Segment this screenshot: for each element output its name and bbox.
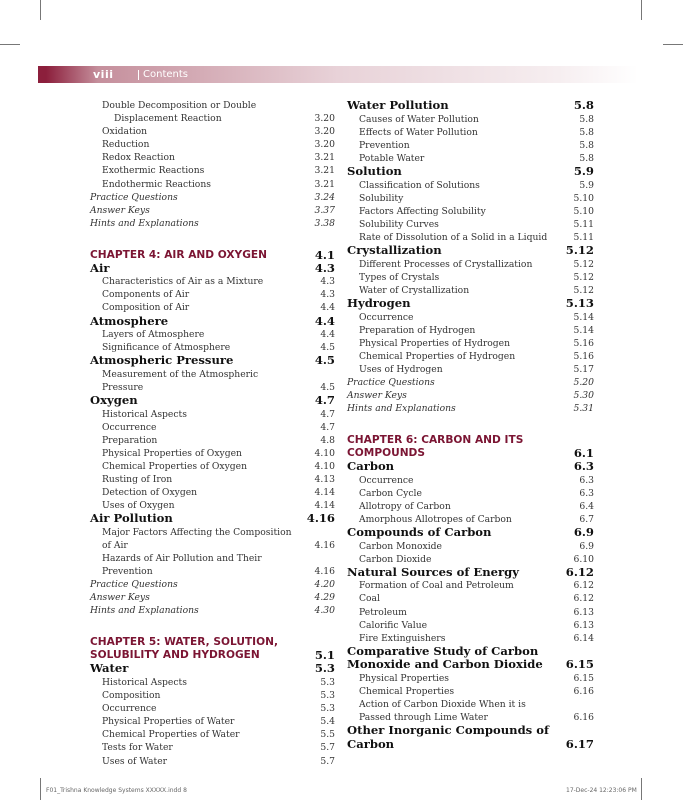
- toc-entry-page: 4.4: [314, 313, 335, 328]
- crop-mark: [0, 44, 20, 45]
- toc-entry-page: 5.5: [320, 729, 335, 741]
- toc-entry-page: 3.20: [314, 113, 335, 125]
- toc-entry-page: 4.3: [320, 289, 335, 301]
- toc-entry-page: 4.4: [320, 302, 335, 314]
- toc-subentry[interactable]: [347, 350, 594, 363]
- toc-entry-title: Petroleum: [359, 606, 407, 618]
- toc-gap: [347, 415, 594, 434]
- toc-entry-page: 5.8: [579, 139, 594, 151]
- toc-entry-page: 5.20: [573, 376, 594, 388]
- toc-entry-title: Rusting of Iron: [102, 474, 173, 486]
- toc-subentry[interactable]: [347, 553, 594, 566]
- toc-entry-page: 3.20: [314, 139, 335, 151]
- toc-entry-title: Answer Keys: [347, 389, 407, 401]
- toc-entry-title: Historical Aspects: [102, 677, 187, 688]
- toc-entry-title: Air: [90, 260, 110, 275]
- toc-entry-title: Classification of Solutions: [359, 179, 480, 191]
- toc-section-heading[interactable]: [347, 99, 594, 113]
- toc-extra-entry[interactable]: [90, 217, 335, 230]
- toc-subentry[interactable]: [347, 179, 594, 192]
- toc-chapter-heading[interactable]: [347, 434, 594, 460]
- toc-entry-title: Exothermic Reactions: [102, 165, 205, 177]
- toc-entry-page: 5.9: [573, 163, 594, 178]
- toc-entry-title: Physical Properties: [359, 672, 450, 684]
- toc-entry-title: Chemical Properties: [359, 686, 455, 698]
- crop-mark: [40, 778, 41, 800]
- toc-subentry[interactable]: [347, 337, 594, 350]
- toc-subentry[interactable]: [347, 685, 594, 698]
- toc-entry-page: 4.20: [314, 579, 335, 591]
- toc-subentry[interactable]: [90, 138, 335, 151]
- toc-entry-page: 5.9: [579, 179, 594, 191]
- toc-entry-title: Potable Water: [359, 152, 425, 164]
- toc-entry-title: CHAPTER 6: CARBON AND ITS COMPOUNDS: [347, 433, 524, 459]
- toc-entry-title: Hints and Explanations: [90, 217, 199, 229]
- toc-entry-page: 4.14: [314, 500, 335, 512]
- toc-entry-title: Occurrence: [102, 703, 157, 715]
- toc-entry-page: 4.1: [314, 247, 335, 262]
- toc-entry-page: 5.16: [573, 337, 594, 349]
- toc-subentry[interactable]: [90, 164, 335, 177]
- toc-subentry[interactable]: [90, 526, 335, 552]
- crop-mark: [40, 0, 41, 20]
- toc-entry-title: Solution: [347, 163, 402, 178]
- toc-entry-title: CHAPTER 5: WATER, SOLUTION, SOLUBILITY AND HYDROGEN: [90, 636, 278, 662]
- toc-entry-title: Causes of Water Pollution: [359, 113, 479, 125]
- toc-entry-page: 3.21: [314, 152, 335, 164]
- toc-entry-title: Measurement of the Atmospheric Pressure: [102, 368, 259, 393]
- toc-entry-title: Uses of Water: [102, 755, 168, 767]
- toc-entry-title: Significance of Atmosphere: [102, 342, 231, 354]
- toc-entry-page: 6.9: [573, 524, 594, 539]
- toc-subentry[interactable]: [90, 755, 335, 768]
- toc-entry-title: Uses of Hydrogen: [359, 363, 443, 375]
- toc-entry-title: Physical Properties of Hydrogen: [359, 337, 511, 349]
- toc-entry-page: 4.5: [320, 342, 335, 354]
- toc-subentry[interactable]: [347, 113, 594, 126]
- toc-subentry[interactable]: [347, 513, 594, 526]
- toc-subentry[interactable]: [90, 473, 335, 486]
- toc-subentry[interactable]: [90, 408, 335, 421]
- toc-subentry[interactable]: [90, 125, 335, 138]
- toc-subentry[interactable]: [347, 632, 594, 645]
- toc-subentry[interactable]: [347, 218, 594, 231]
- toc-entry-page: 5.12: [573, 271, 594, 283]
- toc-entry-title: Components of Air: [102, 289, 190, 301]
- toc-subentry[interactable]: [90, 178, 335, 191]
- toc-entry-page: 4.7: [314, 393, 335, 408]
- toc-entry-page: 6.16: [573, 712, 594, 724]
- toc-subentry[interactable]: [347, 126, 594, 139]
- toc-entry-title: Other Inorganic Compounds of Carbon: [347, 723, 549, 751]
- toc-subentry[interactable]: [347, 474, 594, 487]
- toc-entry-page: 6.17: [565, 736, 594, 751]
- toc-entry-page: 4.8: [320, 434, 335, 446]
- toc-entry-page: 6.10: [573, 553, 594, 565]
- toc-entry-page: 6.13: [573, 606, 594, 618]
- toc-entry-page: 5.31: [573, 402, 594, 414]
- toc-entry-page: 3.21: [314, 165, 335, 177]
- toc-entry-page: 4.7: [320, 408, 335, 420]
- toc-subentry[interactable]: [90, 288, 335, 301]
- toc-entry-title: Oxidation: [102, 126, 148, 138]
- toc-entry-page: 4.29: [314, 592, 335, 604]
- toc-entry-title: Rate of Dissolution of a Solid in a Liquid: [359, 231, 548, 243]
- toc-entry-title: Physical Properties of Oxygen: [102, 447, 242, 459]
- toc-entry-page: 5.10: [573, 205, 594, 217]
- toc-entry-title: Air Pollution: [90, 511, 173, 526]
- header-separator: [138, 70, 139, 80]
- toc-subentry[interactable]: [90, 741, 335, 754]
- toc-entry-title: Water: [90, 661, 129, 676]
- toc-subentry[interactable]: [90, 447, 335, 460]
- toc-entry-title: Crystallization: [347, 243, 442, 258]
- toc-entry-page: 5.17: [573, 363, 594, 375]
- toc-subentry[interactable]: [90, 702, 335, 715]
- toc-entry-title: Reduction: [102, 139, 150, 151]
- toc-section-heading[interactable]: [90, 394, 335, 408]
- toc-entry-page: 6.12: [573, 593, 594, 605]
- toc-subentry[interactable]: [347, 672, 594, 685]
- toc-entry-title: Calorific Value: [359, 619, 428, 631]
- toc-entry-title: Uses of Oxygen: [102, 500, 175, 512]
- toc-entry-title: Preparation of Hydrogen: [359, 324, 476, 336]
- toc-subentry[interactable]: [347, 311, 594, 324]
- toc-entry-page: 4.10: [314, 447, 335, 459]
- toc-subentry[interactable]: [347, 579, 594, 592]
- toc-entry-title: Double Decomposition or Double: [102, 100, 257, 111]
- toc-entry-page: 4.14: [314, 487, 335, 499]
- toc-entry-title: Tests for Water: [102, 742, 173, 754]
- toc-entry-title: Formation of Coal and Petroleum: [359, 580, 514, 592]
- toc-entry-page: 5.7: [320, 755, 335, 767]
- toc-subentry[interactable]: [90, 301, 335, 314]
- toc-entry-page: 5.30: [573, 389, 594, 401]
- toc-extra-entry[interactable]: [90, 604, 335, 617]
- toc-entry-page: 5.12: [573, 258, 594, 270]
- toc-section-heading[interactable]: [347, 526, 594, 540]
- toc-entry-title: Carbon Monoxide: [359, 540, 442, 552]
- toc-entry-title: Preparation: [102, 434, 158, 446]
- toc-entry-page: 6.1: [573, 445, 594, 460]
- toc-entry-title: Chemical Properties of Hydrogen: [359, 350, 516, 362]
- footer-date-info: 17-Dec-24 12:23:06 PM: [566, 787, 637, 794]
- toc-entry-page: 5.8: [573, 98, 594, 112]
- toc-entry-title: Characteristics of Air as a Mixture: [102, 276, 264, 288]
- toc-entry-title: Water Pollution: [347, 98, 449, 112]
- toc-entry-title: Detection of Oxygen: [102, 487, 198, 499]
- toc-entry-title: Different Processes of Crystallization: [359, 258, 533, 270]
- toc-extra-entry[interactable]: [90, 191, 335, 204]
- toc-subentry[interactable]: [90, 715, 335, 728]
- toc-entry-page: 5.11: [573, 218, 594, 230]
- toc-subentry[interactable]: [347, 487, 594, 500]
- toc-entry-page: 6.15: [573, 672, 594, 684]
- toc-entry-page: 6.4: [579, 500, 594, 512]
- toc-entry-page: 5.1: [314, 648, 335, 663]
- toc-entry-page: 5.3: [320, 703, 335, 715]
- toc-entry-page: 5.8: [579, 152, 594, 164]
- toc-entry-page: 6.15: [565, 657, 594, 672]
- toc-entry-title: Answer Keys: [90, 592, 150, 604]
- toc-entry-title: Answer Keys: [90, 204, 150, 216]
- toc-section-heading[interactable]: [347, 297, 594, 311]
- toc-entry-page: 5.4: [320, 716, 335, 728]
- toc-subentry[interactable]: [347, 540, 594, 553]
- header-band: [38, 66, 638, 83]
- toc-entry-page: 6.16: [573, 686, 594, 698]
- toc-subentry[interactable]: [90, 434, 335, 447]
- toc-entry-page: 5.8: [579, 113, 594, 125]
- toc-entry-title: Redox Reaction: [102, 152, 175, 164]
- toc-subentry[interactable]: [90, 99, 335, 112]
- page-number: viii: [93, 68, 114, 81]
- toc-entry-page: 5.3: [314, 661, 335, 676]
- toc-entry-title: Allotropy of Carbon: [359, 500, 451, 512]
- crop-mark: [641, 778, 642, 800]
- toc-section-heading[interactable]: [347, 724, 594, 751]
- toc-entry-page: 3.24: [314, 191, 335, 203]
- toc-subentry[interactable]: [347, 192, 594, 205]
- toc-extra-entry[interactable]: [347, 402, 594, 415]
- toc-entry-page: 3.21: [314, 178, 335, 190]
- toc-entry-page: 6.14: [573, 632, 594, 644]
- toc-entry-title: Practice Questions: [90, 191, 178, 203]
- toc-subentry[interactable]: [347, 271, 594, 284]
- toc-entry-title: Effects of Water Pollution: [359, 126, 478, 138]
- toc-gap: [90, 617, 335, 636]
- footer-file-info: F01_Trishna Knowledge Systems XXXXX.indd 8: [46, 787, 187, 794]
- toc-entry-title: Layers of Atmosphere: [102, 329, 205, 341]
- toc-section-heading[interactable]: [347, 244, 594, 258]
- toc-subentry[interactable]: [90, 151, 335, 164]
- toc-entry-page: 4.5: [320, 382, 335, 393]
- toc-entry-title: Hints and Explanations: [90, 605, 199, 617]
- toc-subentry[interactable]: [90, 368, 335, 394]
- toc-entry-title: Practice Questions: [347, 376, 435, 388]
- toc-subentry[interactable]: [90, 689, 335, 702]
- toc-entry-page: 3.38: [314, 217, 335, 229]
- toc-extra-entry[interactable]: [347, 389, 594, 402]
- toc-entry-title: Atmospheric Pressure: [90, 353, 234, 368]
- toc-section-heading[interactable]: [90, 512, 335, 526]
- toc-entry-title: Carbon Cycle: [359, 487, 422, 499]
- toc-subentry[interactable]: [90, 486, 335, 499]
- toc-entry-page: 6.3: [579, 474, 594, 486]
- toc-subentry[interactable]: [347, 500, 594, 513]
- toc-entry-title: Physical Properties of Water: [102, 716, 235, 728]
- toc-entry-title: Composition: [102, 690, 161, 702]
- toc-entry-title: Displacement Reaction: [114, 113, 222, 125]
- toc-extra-entry[interactable]: [347, 376, 594, 389]
- toc-entry-page: 5.7: [320, 742, 335, 754]
- toc-entry-page: 5.8: [579, 126, 594, 138]
- toc-entry-title: Major Factors Affecting the Composition of Air: [102, 527, 292, 552]
- toc-subentry[interactable]: [347, 205, 594, 218]
- toc-entry-page: 5.3: [320, 690, 335, 702]
- toc-entry-page: 3.37: [314, 204, 335, 216]
- toc-chapter-heading[interactable]: [90, 636, 335, 662]
- toc-entry-page: 6.9: [579, 540, 594, 552]
- toc-entry-title: Comparative Study of Carbon Monoxide and Carbon Dioxide: [347, 643, 543, 672]
- toc-subentry[interactable]: [90, 460, 335, 473]
- toc-entry-title: Carbon Dioxide: [359, 553, 432, 565]
- toc-entry-page: 4.13: [314, 474, 335, 486]
- toc-entry-title: Occurrence: [359, 311, 414, 323]
- toc-entry-page: 5.14: [573, 324, 594, 336]
- toc-subentry[interactable]: [347, 619, 594, 632]
- toc-subentry[interactable]: [90, 275, 335, 288]
- toc-entry-title: Endothermic Reactions: [102, 178, 211, 190]
- toc-extra-entry[interactable]: [90, 204, 335, 217]
- toc-extra-entry[interactable]: [90, 578, 335, 591]
- toc-section-heading[interactable]: [90, 662, 335, 676]
- toc-subentry[interactable]: [347, 324, 594, 337]
- toc-entry-page: 6.12: [565, 564, 594, 579]
- toc-entry-title: Factors Affecting Solubility: [359, 205, 486, 217]
- toc-entry-title: Action of Carbon Dioxide When it is Passed through Lime Water: [359, 699, 526, 724]
- toc-entry-page: 5.13: [565, 295, 594, 310]
- toc-section-heading[interactable]: [347, 165, 594, 179]
- toc-entry-title: Occurrence: [359, 474, 414, 486]
- toc-entry-title: Chemical Properties of Oxygen: [102, 461, 248, 473]
- toc-entry-page: 5.3: [320, 677, 335, 688]
- toc-subentry[interactable]: [347, 363, 594, 376]
- toc-entry-page: 3.20: [314, 126, 335, 138]
- toc-entry-title: Chemical Properties of Water: [102, 729, 240, 741]
- toc-entry-page: 4.16: [306, 511, 335, 526]
- toc-entry-title: Oxygen: [90, 393, 138, 408]
- toc-entry-page: 6.3: [579, 487, 594, 499]
- toc-subentry[interactable]: [347, 606, 594, 619]
- toc-entry-title: Compounds of Carbon: [347, 524, 492, 539]
- toc-section-heading[interactable]: [347, 566, 594, 580]
- toc-subentry[interactable]: [347, 592, 594, 605]
- toc-subentry[interactable]: [347, 152, 594, 165]
- toc-subentry[interactable]: [347, 258, 594, 271]
- toc-entry-page: 4.7: [320, 421, 335, 433]
- toc-entry-title: Amorphous Allotropes of Carbon: [359, 513, 512, 525]
- toc-entry-title: Coal: [359, 593, 380, 605]
- toc-entry-page: 6.3: [573, 458, 594, 473]
- toc-subentry[interactable]: [90, 552, 335, 578]
- toc-right-column: [347, 99, 594, 752]
- toc-entry-title: Hints and Explanations: [347, 402, 456, 414]
- toc-entry-page: 6.7: [579, 513, 594, 525]
- toc-section-heading[interactable]: [347, 460, 594, 474]
- toc-entry-page: 4.3: [314, 260, 335, 275]
- toc-entry-page: 5.10: [573, 192, 594, 204]
- toc-subentry[interactable]: [347, 284, 594, 297]
- toc-section-heading[interactable]: [90, 315, 335, 329]
- toc-entry-page: 6.13: [573, 619, 594, 631]
- toc-entry-title: Composition of Air: [102, 302, 190, 314]
- toc-gap: [90, 230, 335, 249]
- toc-entry-title: Fire Extinguishers: [359, 632, 446, 644]
- toc-entry-title: CHAPTER 4: AIR AND OXYGEN: [90, 248, 268, 261]
- toc-entry-title: Hazards of Air Pollution and Their Prevention: [102, 553, 262, 578]
- toc-section-heading[interactable]: [90, 354, 335, 368]
- toc-extra-entry[interactable]: [90, 591, 335, 604]
- toc-entry-page: 4.16: [314, 566, 335, 578]
- crop-mark: [663, 44, 683, 45]
- toc-subentry[interactable]: [90, 421, 335, 434]
- toc-entry-title: Atmosphere: [90, 313, 169, 328]
- toc-subentry-continued[interactable]: [90, 112, 335, 125]
- toc-left-column: [90, 99, 335, 768]
- toc-entry-title: Hydrogen: [347, 295, 411, 310]
- toc-subentry[interactable]: [90, 328, 335, 341]
- toc-section-heading[interactable]: [347, 645, 594, 672]
- toc-entry-title: Solubility Curves: [359, 218, 439, 230]
- toc-entry-title: Carbon: [347, 458, 395, 473]
- toc-entry-page: 5.11: [573, 231, 594, 243]
- toc-entry-page: 5.16: [573, 350, 594, 362]
- toc-entry-title: Practice Questions: [90, 579, 178, 591]
- toc-subentry[interactable]: [347, 698, 594, 724]
- toc-section-heading[interactable]: [90, 262, 335, 276]
- toc-entry-page: 5.12: [565, 243, 594, 258]
- toc-entry-title: Prevention: [359, 139, 410, 151]
- toc-subentry[interactable]: [347, 139, 594, 152]
- toc-entry-title: Water of Crystallization: [359, 284, 470, 296]
- toc-entry-page: 4.3: [320, 276, 335, 288]
- toc-entry-title: Natural Sources of Energy: [347, 564, 519, 579]
- toc-entry-title: Occurrence: [102, 421, 157, 433]
- toc-entry-title: Solubility: [359, 192, 404, 204]
- toc-entry-page: 5.14: [573, 311, 594, 323]
- toc-entry-title: Historical Aspects: [102, 408, 187, 420]
- toc-subentry[interactable]: [90, 676, 335, 689]
- toc-entry-title: Types of Crystals: [359, 271, 440, 283]
- toc-entry-page: 4.4: [320, 329, 335, 341]
- toc-subentry[interactable]: [90, 728, 335, 741]
- toc-entry-page: 5.12: [573, 284, 594, 296]
- toc-chapter-heading[interactable]: [90, 249, 335, 262]
- toc-entry-page: 4.5: [314, 353, 335, 368]
- header-section-title: Contents: [143, 69, 188, 80]
- crop-mark: [641, 0, 642, 20]
- toc-entry-page: 4.16: [314, 540, 335, 552]
- toc-entry-page: 4.30: [314, 605, 335, 617]
- toc-entry-page: 6.12: [573, 580, 594, 592]
- toc-entry-page: 4.10: [314, 461, 335, 473]
